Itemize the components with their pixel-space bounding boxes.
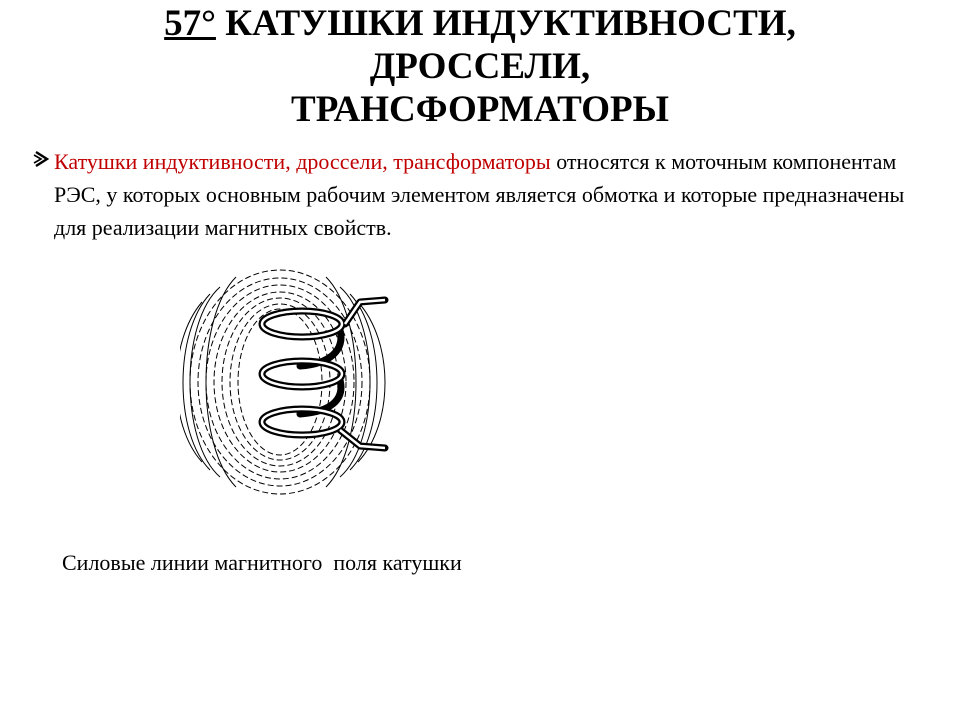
field-lines-left [180,277,236,487]
title-line-3: ТРАНСФОРМАТОРЫ [291,89,669,130]
figure-caption: Силовые линии магнитного поля катушки [62,550,462,575]
coil-magnetic-field-diagram [180,262,410,502]
slide-number: 57° [164,3,216,44]
slide-title [0,2,960,131]
title-line-1 [0,2,960,45]
bullet-text [54,145,932,244]
arrow-bullet-icon [32,149,52,169]
bullet-highlight: Катушки индуктивности, дроссели, трансформаторы [54,149,551,174]
bullet-rest: относятся к моточным компонентам РЭС, у которых основным рабочим элементом является обмотка и которые предназначены для реализации магнитных свойств. [54,149,905,240]
title-line-2: ДРОССЕЛИ, [369,46,591,87]
bullet-paragraph [32,145,932,244]
title-text-1: КАТУШКИ ИНДУКТИВНОСТИ, [215,3,796,44]
